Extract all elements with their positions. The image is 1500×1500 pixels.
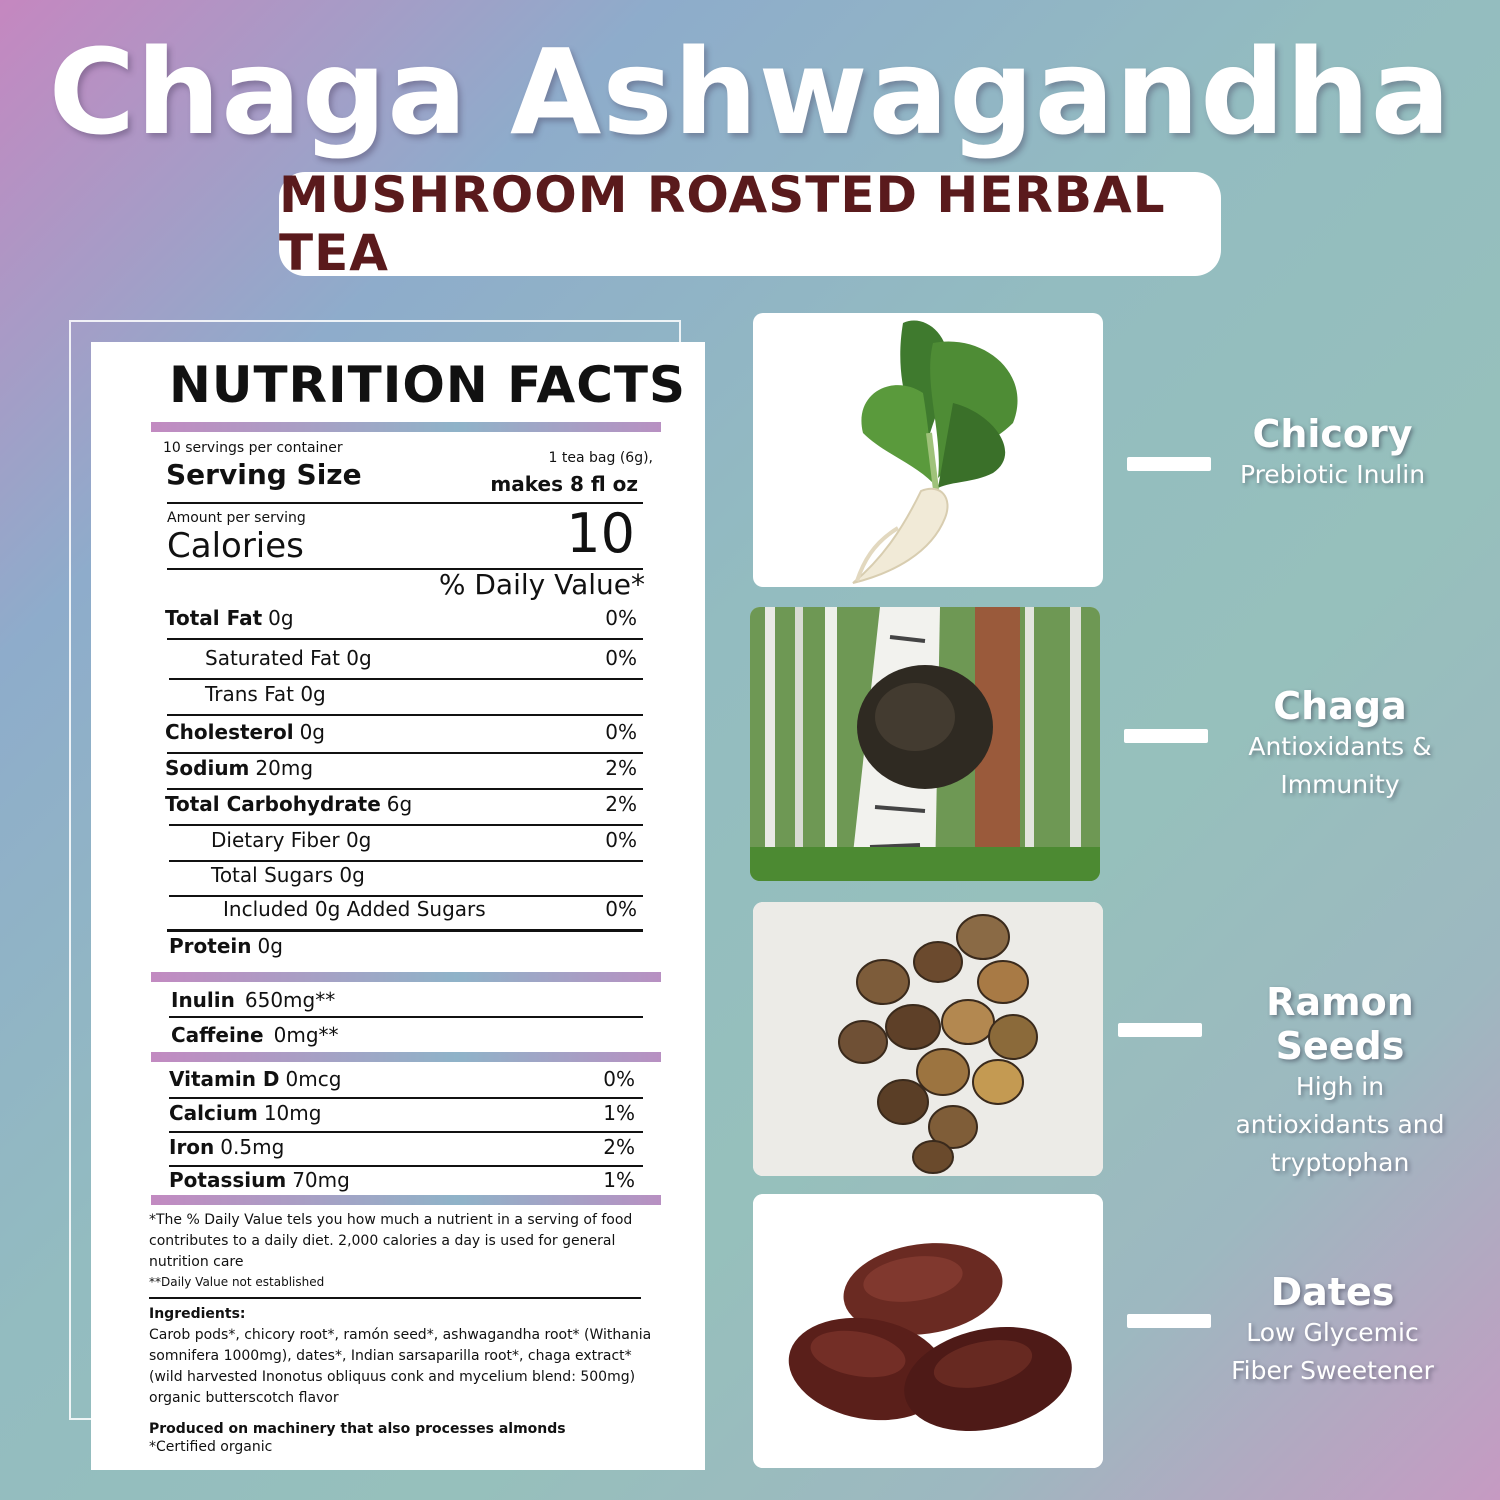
- ramon-seeds-desc-line-3: tryptophan: [1270, 1148, 1410, 1177]
- nutrient-daily-value: 0%: [605, 606, 637, 630]
- subtitle-banner: [279, 166, 1221, 282]
- vitamin-name: Calcium 10mg: [169, 1101, 322, 1125]
- nutrient-amount: 20mg: [255, 756, 314, 780]
- chicory-label: [1210, 412, 1455, 494]
- divider: [167, 714, 643, 716]
- divider: [169, 1016, 643, 1018]
- nutrient-name: Protein 0g: [169, 934, 283, 958]
- vitamin-amount: 0mcg: [285, 1067, 342, 1091]
- daily-value-footnote: *The % Daily Value tels you how much a nutrient in a serving of food contributes to a daily diet. 2,000 calories a day is used for general nutrition care: [149, 1212, 633, 1270]
- gradient-divider: [151, 1195, 661, 1205]
- divider: [167, 929, 643, 932]
- nutrient-name: Total Fat 0g: [165, 606, 294, 630]
- dates-desc-line-1: Low Glycemic: [1246, 1318, 1419, 1347]
- divider: [167, 752, 643, 754]
- not-established-footnote: **Daily Value not established: [149, 1275, 325, 1289]
- vitamin-name: Potassium 70mg: [169, 1168, 350, 1192]
- extra-nutrient-name: Caffeine 0mg**: [171, 1023, 339, 1047]
- gradient-divider: [151, 972, 661, 982]
- vitamin-name: Iron 0.5mg: [169, 1135, 285, 1159]
- nutrient-daily-value: 0%: [605, 828, 637, 852]
- serving-size-makes: makes 8 fl oz: [490, 472, 638, 496]
- nutrient-name: Cholesterol 0g: [165, 720, 325, 744]
- divider: [169, 678, 643, 680]
- chicory-photo: [753, 313, 1103, 587]
- calories-label: Calories: [167, 526, 304, 566]
- connector-dash: [1127, 1314, 1211, 1328]
- nutrient-name: Dietary Fiber 0g: [211, 828, 372, 852]
- vitamin-daily-value: 1%: [603, 1168, 635, 1192]
- connector-dash: [1118, 1023, 1202, 1037]
- chicory-name: Chicory: [1252, 412, 1413, 456]
- servings-per-container: 10 servings per container: [163, 440, 343, 456]
- nutrient-daily-value: 0%: [605, 720, 637, 744]
- serving-size-amount: 1 tea bag (6g),: [548, 450, 653, 466]
- nutrition-facts-panel: [91, 342, 705, 1470]
- ramon-seeds-desc-line-1: High in: [1295, 1072, 1385, 1101]
- chaga-desc-line-1: Antioxidants &: [1248, 732, 1432, 761]
- divider: [169, 1097, 643, 1099]
- nutrient-amount: 6g: [386, 792, 413, 816]
- ingredients-label: Ingredients:: [149, 1306, 246, 1322]
- ramon-seeds-label: [1205, 980, 1475, 1182]
- nutrient-amount: 0g: [299, 720, 325, 744]
- nutrient-name: Included 0g Added Sugars: [223, 897, 486, 921]
- extra-nutrient-name: Inulin 650mg**: [171, 988, 336, 1012]
- dates-name: Dates: [1270, 1270, 1395, 1314]
- ramon-seeds-photo: [753, 902, 1103, 1176]
- nutrient-amount: 0g: [268, 606, 294, 630]
- extra-nutrient-amount: 650mg**: [244, 988, 336, 1012]
- serving-size-label: Serving Size: [166, 458, 362, 491]
- gradient-divider: [151, 1052, 661, 1062]
- nutrient-daily-value: 2%: [605, 756, 637, 780]
- vitamin-daily-value: 1%: [603, 1101, 635, 1125]
- divider: [169, 824, 643, 826]
- nutrient-name: Trans Fat 0g: [205, 682, 326, 706]
- dates-desc-line-2: Fiber Sweetener: [1231, 1356, 1434, 1385]
- vitamin-amount: 0.5mg: [220, 1135, 285, 1159]
- chaga-photo: [750, 607, 1100, 881]
- chaga-name: Chaga: [1273, 684, 1407, 728]
- chaga-desc-line-2: Immunity: [1280, 770, 1400, 799]
- organic-note: *Certified organic: [149, 1439, 273, 1455]
- nutrient-name: Saturated Fat 0g: [205, 646, 372, 670]
- nutrient-amount: 0g: [257, 934, 283, 958]
- daily-value-header: % Daily Value*: [438, 568, 645, 601]
- calories-value: 10: [566, 502, 635, 565]
- divider: [169, 1165, 643, 1167]
- vitamin-name: Vitamin D 0mcg: [169, 1067, 342, 1091]
- divider: [149, 1297, 641, 1299]
- nutrient-name: Sodium 20mg: [165, 756, 314, 780]
- vitamin-amount: 10mg: [263, 1101, 322, 1125]
- dates-label: [1210, 1270, 1455, 1390]
- nutrient-daily-value: 0%: [605, 646, 637, 670]
- vitamin-daily-value: 0%: [603, 1067, 635, 1091]
- chaga-label: [1215, 684, 1465, 804]
- divider: [169, 1131, 643, 1133]
- allergen-note: Produced on machinery that also processes almonds: [149, 1421, 566, 1437]
- nutrient-daily-value: 2%: [605, 792, 637, 816]
- dates-photo: [753, 1194, 1103, 1468]
- nutrient-name: Total Carbohydrate 6g: [165, 792, 413, 816]
- amount-per-serving: Amount per serving: [167, 510, 306, 526]
- ramon-seeds-name: Ramon Seeds: [1266, 980, 1414, 1068]
- extra-nutrient-amount: 0mg**: [273, 1023, 339, 1047]
- nutrient-name: Total Sugars 0g: [211, 863, 365, 887]
- subtitle-text: MUSHROOM ROASTED HERBAL TEA: [279, 166, 1166, 282]
- divider: [167, 788, 643, 790]
- gradient-divider: [151, 422, 661, 432]
- nutrition-heading: NUTRITION FACTS: [169, 356, 687, 414]
- connector-dash: [1124, 729, 1208, 743]
- vitamin-amount: 70mg: [292, 1168, 350, 1192]
- ramon-seeds-desc-line-2: antioxidants and: [1235, 1110, 1445, 1139]
- chicory-desc-line-1: Prebiotic Inulin: [1239, 460, 1426, 489]
- page-title: Chaga Ashwagandha: [48, 23, 1452, 161]
- divider: [167, 638, 643, 640]
- divider: [169, 860, 643, 862]
- vitamin-daily-value: 2%: [603, 1135, 635, 1159]
- connector-dash: [1127, 457, 1211, 471]
- nutrient-daily-value: 0%: [605, 897, 637, 921]
- ingredients-text: Carob pods*, chicory root*, ramón seed*, ashwagandha root* (Withania somnifera 1000mg), dates*, Indian sarsaparilla root*, chaga extract* (wild harvested Inonotus obliquus conk and mycelium blend: 500mg) organic butterscotch flavor: [149, 1327, 652, 1406]
